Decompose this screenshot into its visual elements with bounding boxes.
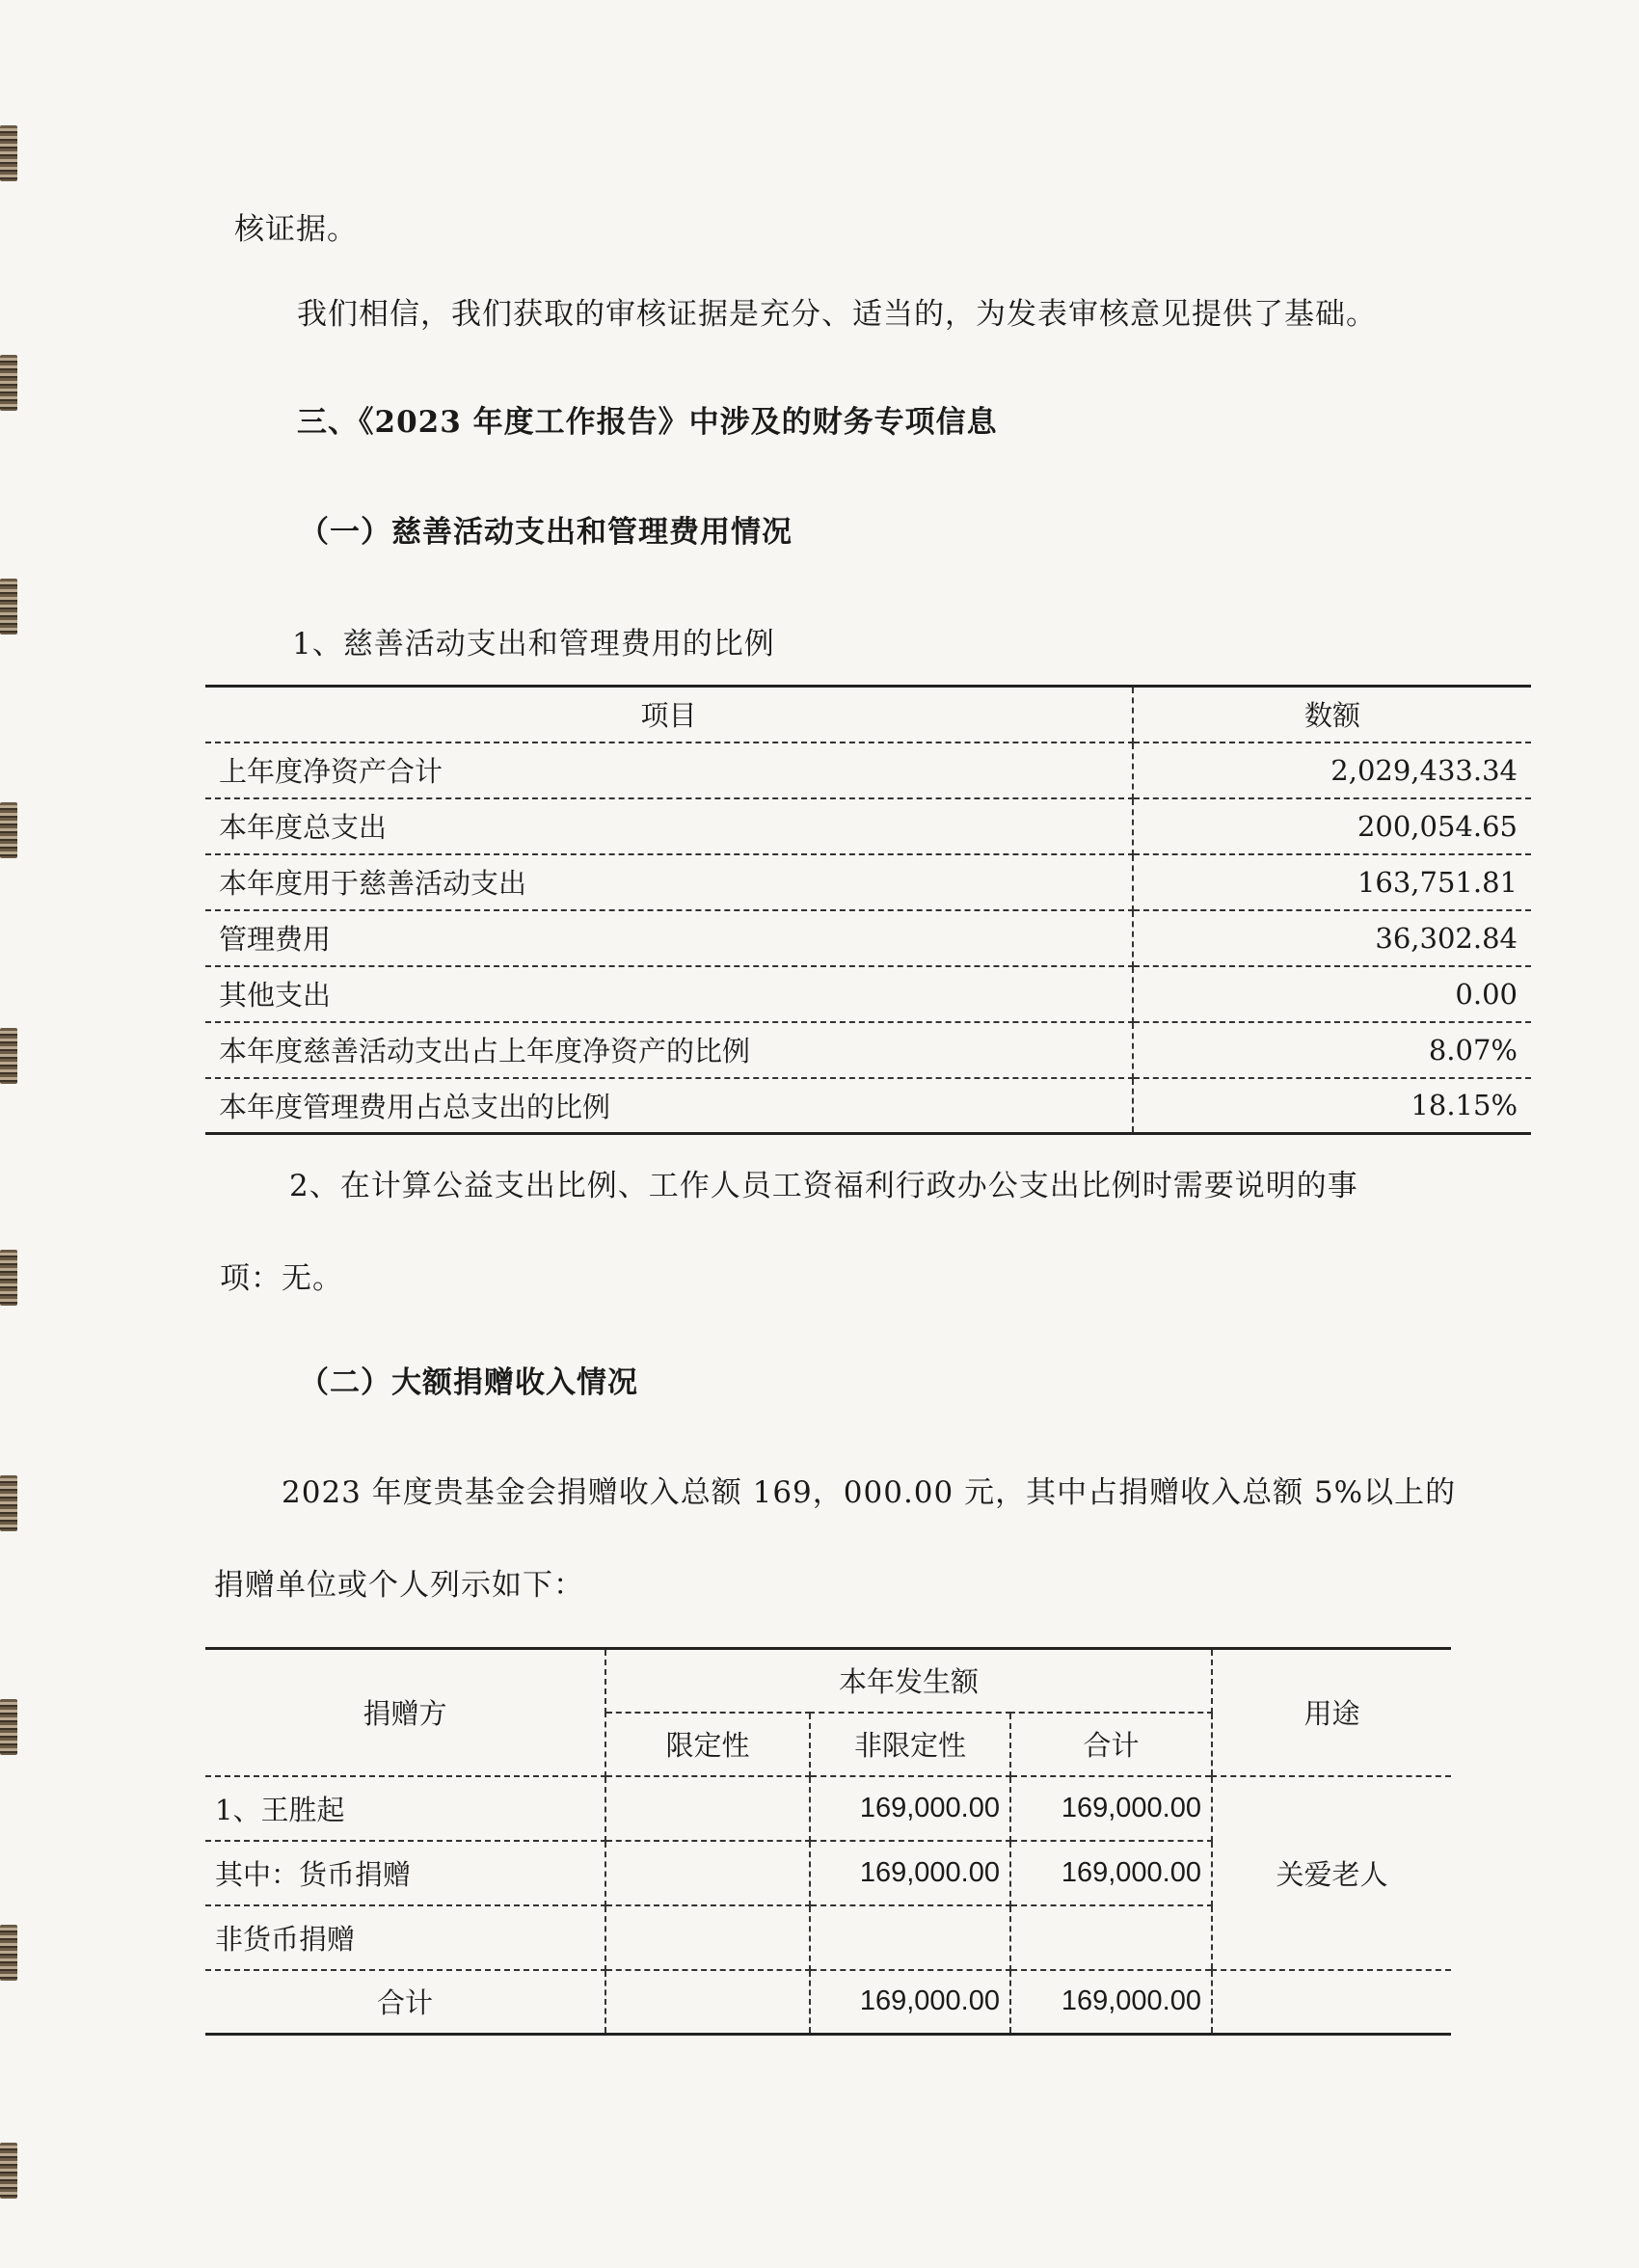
unrestricted-cell: 169,000.00 — [810, 1970, 1010, 2035]
item-heading-1: 1、慈善活动支出和管理费用的比例 — [292, 627, 775, 662]
table-row — [205, 910, 1531, 966]
table-row — [205, 854, 1531, 910]
donor-cell: 其中：货币捐赠 — [205, 1841, 605, 1905]
row-amount: 2,029,433.34 — [1133, 742, 1531, 798]
table-row — [205, 1022, 1531, 1078]
row-item: 本年度慈善活动支出占上年度净资产的比例 — [205, 1022, 1133, 1078]
binding-mark — [0, 355, 17, 411]
binding-mark — [0, 2143, 17, 2199]
unrestricted-cell: 169,000.00 — [810, 1776, 1010, 1841]
item-heading-2: 2、在计算公益支出比例、工作人员工资福利行政办公支出比例时需要说明的事 — [289, 1169, 1358, 1203]
restricted-cell — [605, 1776, 810, 1841]
table-row — [205, 798, 1531, 854]
paragraph-audit-basis: 我们相信，我们获取的审核证据是充分、适当的，为发表审核意见提供了基础。 — [297, 297, 1377, 332]
header-amount: 数额 — [1133, 687, 1531, 742]
table-header-row — [205, 1649, 1451, 1713]
donor-cell: 1、王胜起 — [205, 1776, 605, 1841]
expense-ratio-table — [205, 685, 1531, 1135]
section-heading-3: 三、《2023 年度工作报告》中涉及的财务专项信息 — [297, 405, 998, 440]
row-amount: 36,302.84 — [1133, 910, 1531, 966]
donor-cell: 非货币捐赠 — [205, 1905, 605, 1970]
header-usage: 用途 — [1212, 1649, 1451, 1776]
total-cell: 169,000.00 — [1010, 1970, 1212, 2035]
header-unrestricted: 非限定性 — [810, 1713, 1010, 1776]
row-item: 其他支出 — [205, 966, 1133, 1022]
table-row — [205, 1078, 1531, 1134]
row-amount: 200,054.65 — [1133, 798, 1531, 854]
row-amount: 18.15% — [1133, 1078, 1531, 1134]
row-amount: 0.00 — [1133, 966, 1531, 1022]
binding-mark — [0, 1699, 17, 1755]
subsection-heading-1: （一）慈善活动支出和管理费用情况 — [299, 515, 793, 550]
header-item: 项目 — [205, 687, 1133, 742]
table-row — [205, 1776, 1451, 1841]
row-item: 本年度管理费用占总支出的比例 — [205, 1078, 1133, 1134]
usage-cell: 关爱老人 — [1212, 1776, 1451, 1970]
row-amount: 163,751.81 — [1133, 854, 1531, 910]
paragraph-donation-total: 2023 年度贵基金会捐赠收入总额 169，000.00 元，其中占捐赠收入总额 5%以上的 — [282, 1475, 1457, 1510]
binding-mark — [0, 1475, 17, 1531]
restricted-cell — [605, 1970, 810, 2035]
binding-mark — [0, 1925, 17, 1981]
header-amount-group: 本年发生额 — [605, 1649, 1212, 1713]
paragraph-donation-list-intro: 捐赠单位或个人列示如下： — [214, 1568, 584, 1603]
total-cell — [1010, 1905, 1212, 1970]
item-heading-2-continued: 项：无。 — [220, 1261, 343, 1296]
row-item: 本年度总支出 — [205, 798, 1133, 854]
header-total: 合计 — [1010, 1713, 1212, 1776]
table-row — [205, 742, 1531, 798]
binding-mark — [0, 1028, 17, 1084]
unrestricted-cell: 169,000.00 — [810, 1841, 1010, 1905]
subsection-heading-2: （二）大额捐赠收入情况 — [299, 1365, 638, 1400]
table-row — [205, 966, 1531, 1022]
header-restricted: 限定性 — [605, 1713, 810, 1776]
header-donor: 捐赠方 — [205, 1649, 605, 1776]
paragraph-continuation: 核证据。 — [234, 212, 358, 247]
row-amount: 8.07% — [1133, 1022, 1531, 1078]
donor-cell: 合计 — [205, 1970, 605, 2035]
donation-table — [205, 1647, 1451, 2036]
total-cell: 169,000.00 — [1010, 1841, 1212, 1905]
binding-mark — [0, 1250, 17, 1306]
restricted-cell — [605, 1841, 810, 1905]
row-item: 上年度净资产合计 — [205, 742, 1133, 798]
total-cell: 169,000.00 — [1010, 1776, 1212, 1841]
binding-mark — [0, 579, 17, 634]
table-total-row — [205, 1970, 1451, 2035]
usage-cell-empty — [1212, 1970, 1451, 2035]
binding-mark — [0, 802, 17, 858]
row-item: 本年度用于慈善活动支出 — [205, 854, 1133, 910]
table-header-row — [205, 687, 1531, 742]
binding-mark — [0, 125, 17, 181]
row-item: 管理费用 — [205, 910, 1133, 966]
unrestricted-cell — [810, 1905, 1010, 1970]
restricted-cell — [605, 1905, 810, 1970]
